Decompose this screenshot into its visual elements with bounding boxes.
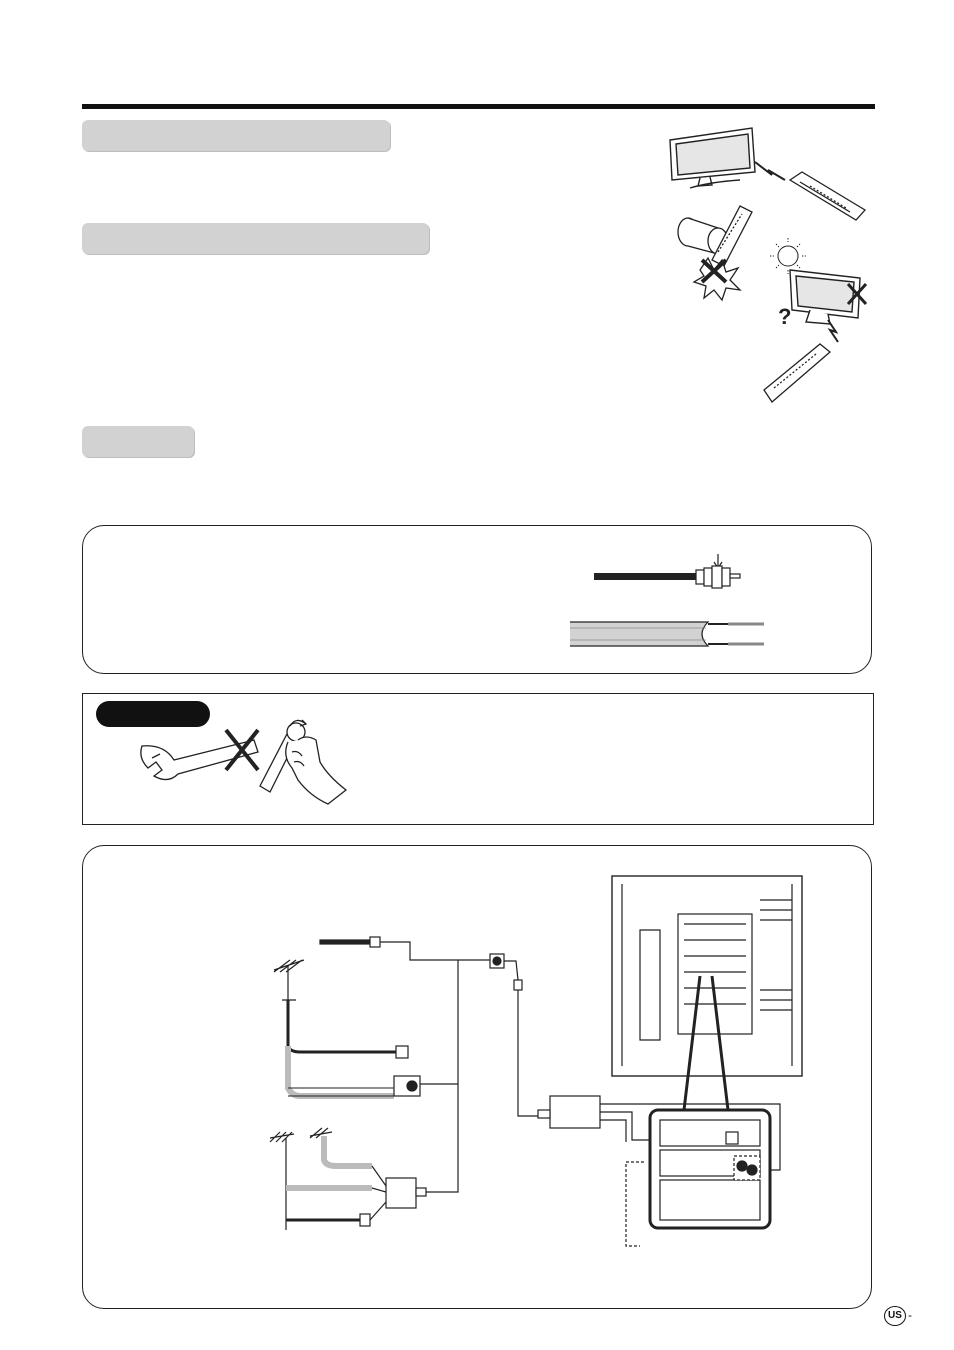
coaxial-cable-icon	[590, 552, 750, 592]
svg-text:?: ?	[778, 304, 792, 329]
tv-remote-icon	[660, 120, 880, 420]
section-heading-pill-2	[82, 223, 429, 254]
region-badge: US	[884, 1306, 906, 1326]
wrench-prohibited-icon	[134, 718, 264, 798]
flat-feeder-cable-icon	[568, 616, 768, 656]
hand-tighten-icon	[258, 716, 350, 806]
header-rule	[82, 104, 875, 109]
antenna-connection-diagram	[260, 870, 820, 1250]
page-number-dash: -	[908, 1308, 912, 1322]
section-heading-pill-3	[82, 426, 194, 457]
section-heading-pill-1	[82, 120, 390, 151]
